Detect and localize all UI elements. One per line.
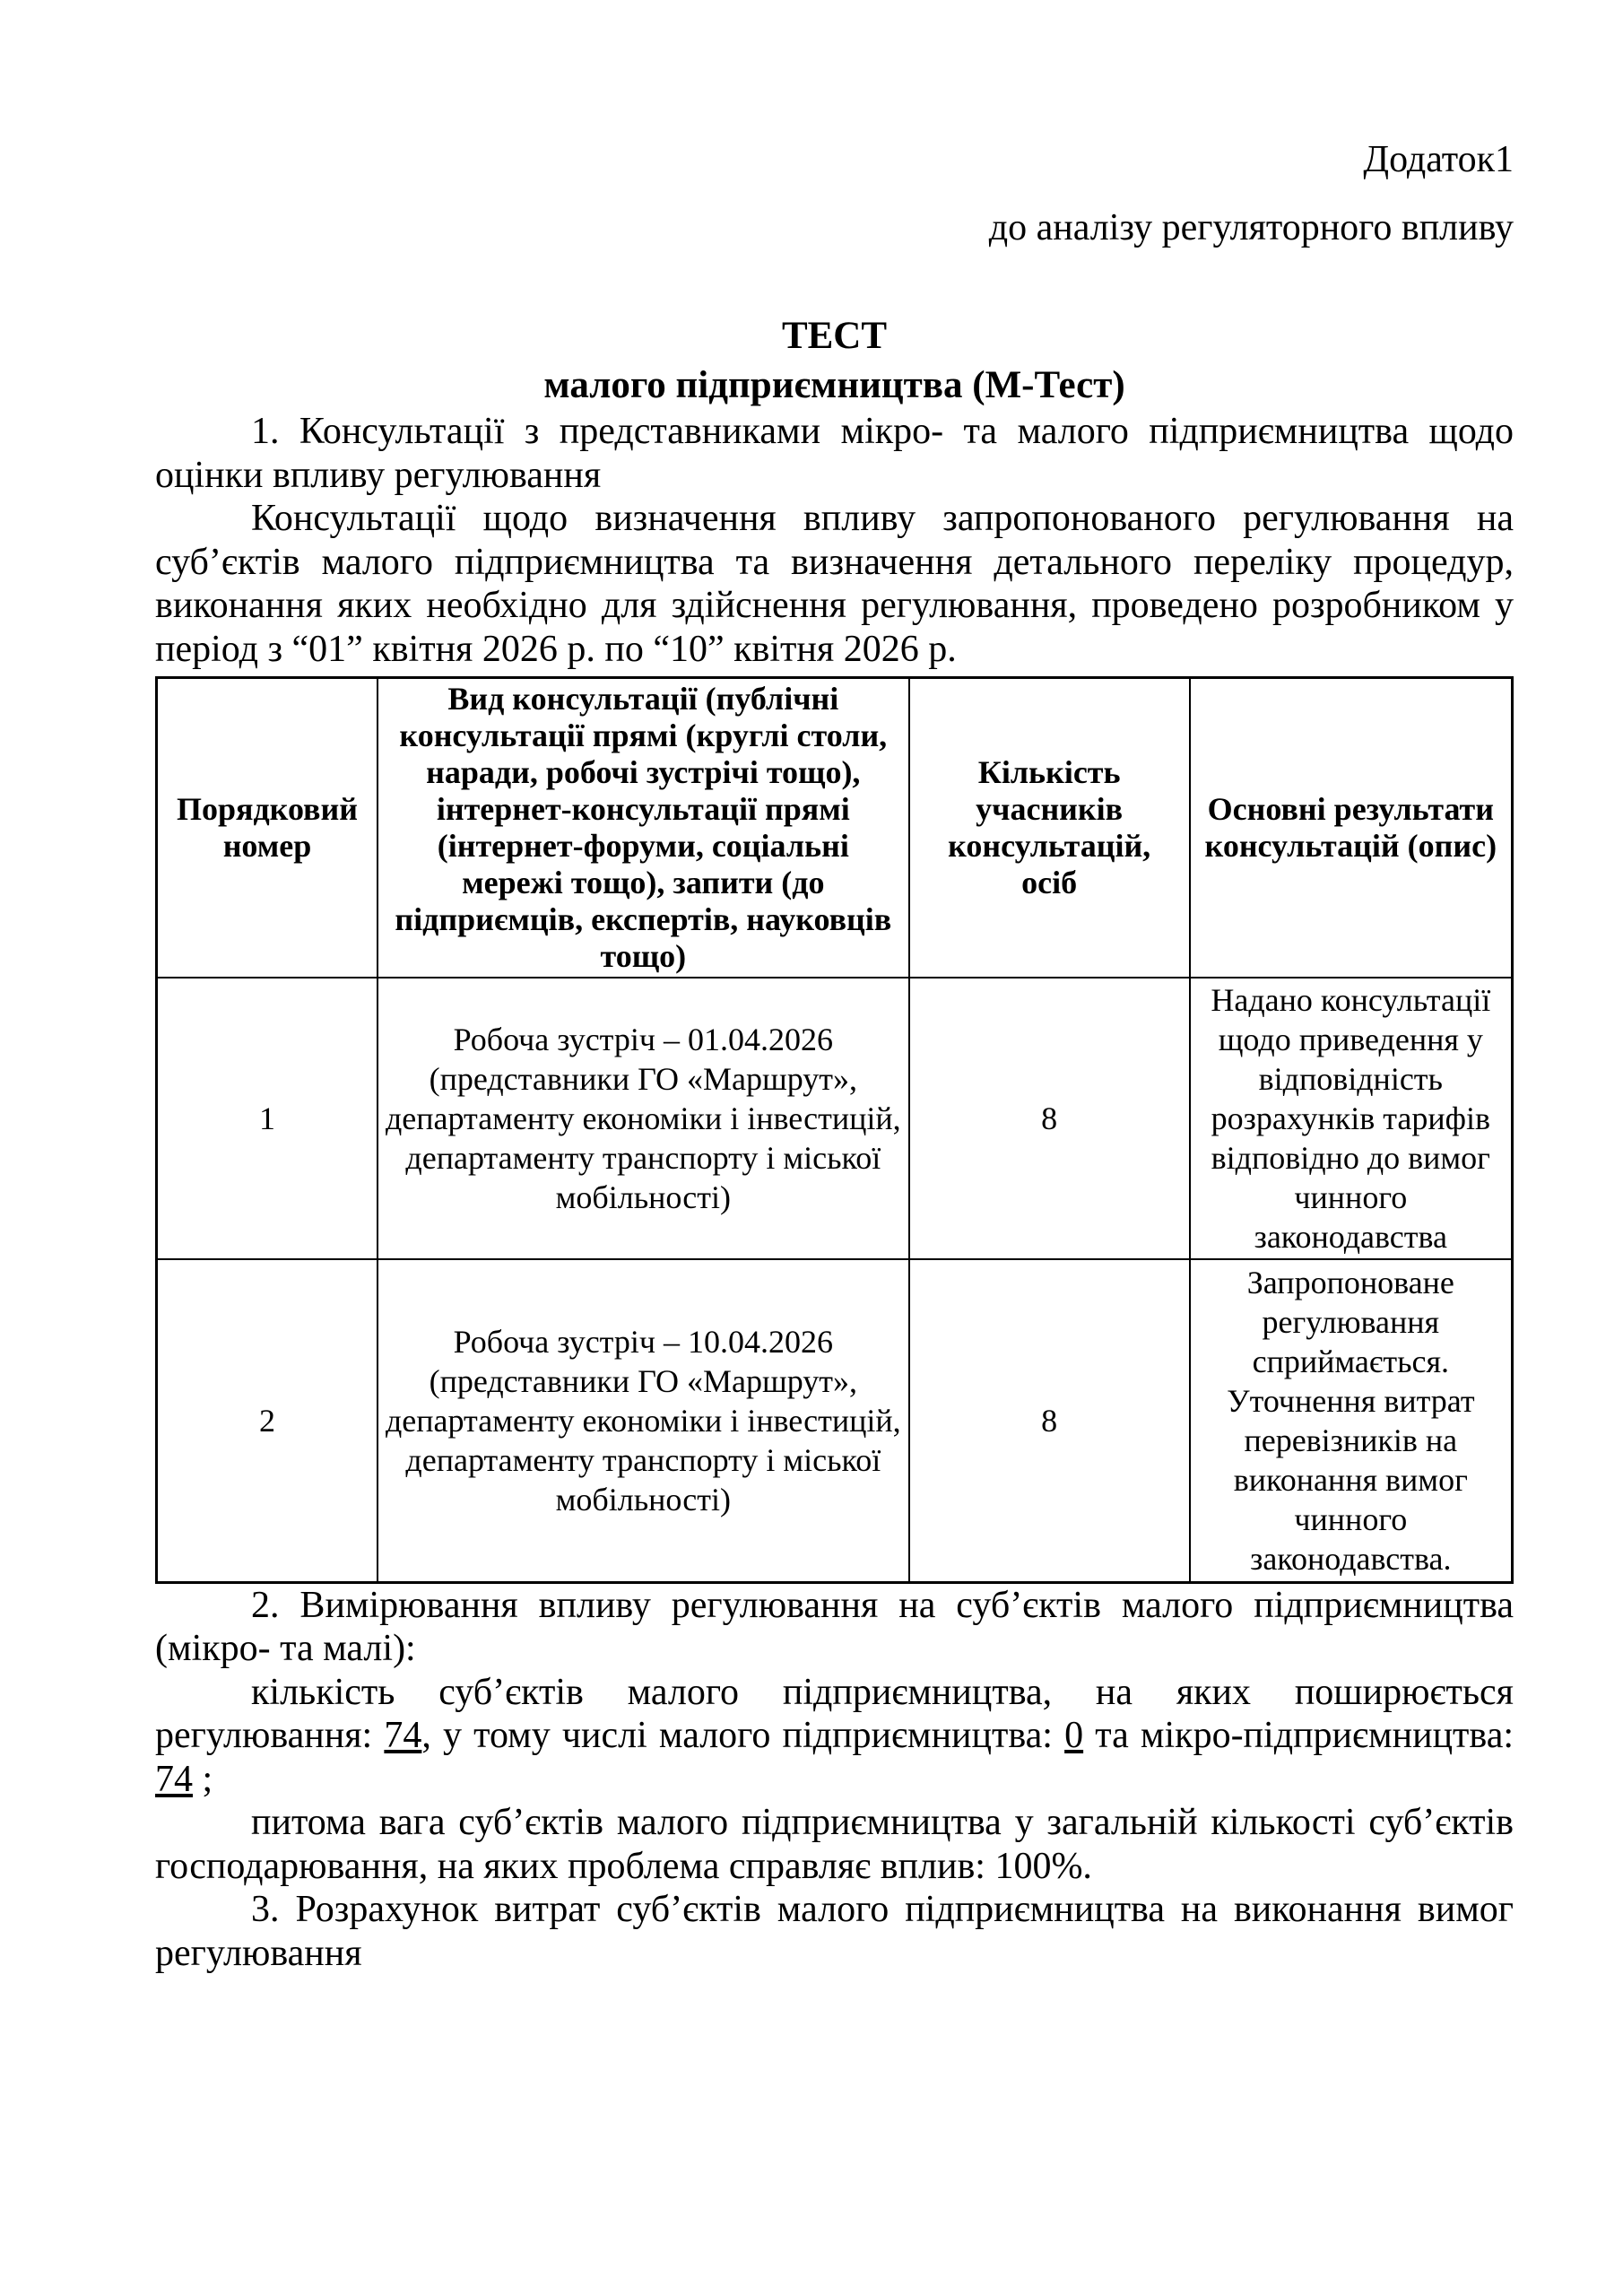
cell-row-number: 1 xyxy=(157,978,378,1259)
para-consultations-heading: 1. Консультації з представниками мікро- та малого підприємництва щодо оцінки впливу регулювання xyxy=(155,411,1514,496)
annex-line-1: Додаток1 xyxy=(1363,139,1514,180)
para-consultations-body: Консультації щодо визначення впливу запропонованого регулювання на суб’єктів малого підприємництва та визначення детального переліку процедур, виконання яких необхідно для здійснення регулювання, проведено розробником у період з “01” квітня 2026 р. по “10” квітня 2026 р. xyxy=(155,498,1514,670)
value-regulated-subjects-count: 74 xyxy=(384,1715,422,1756)
subjects-count-text-a: кількість суб’єктів малого підприємництва, на яких поширюється регулювання: xyxy=(155,1671,1514,1756)
subjects-count-text-d: ; xyxy=(193,1758,213,1800)
para-subjects-count xyxy=(155,1671,1514,1802)
cell-row-number: 2 xyxy=(157,1259,378,1582)
document-title-block xyxy=(155,311,1514,410)
consultations-table xyxy=(155,676,1514,1584)
cell-participants-count: 8 xyxy=(909,978,1190,1259)
column-header-ordinal-number: Порядковий номер xyxy=(157,678,378,978)
cell-consultation-type: Робоча зустріч – 10.04.2026 (представники ГО «Маршрут», департаменту економіки і інвестицій, департаменту транспорту і міської мобільності) xyxy=(378,1259,909,1582)
document-title: ТЕСТ xyxy=(781,315,888,357)
subjects-count-text-b: , у тому числі малого підприємництва: xyxy=(421,1715,1065,1756)
cell-consultation-results: Надано консультації щодо приведення у відповідність розрахунків тарифів відповідно до вимог чинного законодавства xyxy=(1190,978,1513,1259)
table-header-row xyxy=(157,678,1513,978)
table-row xyxy=(157,978,1513,1259)
annex-line-2: до аналізу регуляторного впливу xyxy=(988,207,1514,248)
value-small-business-count: 0 xyxy=(1064,1715,1084,1756)
para-impact-measurement-heading: 2. Вимірювання впливу регулювання на суб’єктів малого підприємництва (мікро- та малі): xyxy=(155,1584,1514,1669)
annex-block xyxy=(155,126,1514,262)
cell-participants-count: 8 xyxy=(909,1259,1190,1582)
subjects-count-text-c: та мікро-підприємництва: xyxy=(1083,1715,1514,1756)
table-row xyxy=(157,1259,1513,1582)
column-header-consultation-type: Вид консультації (публічні консультації прямі (круглі столи, наради, робочі зустрічі тощо), інтернет-консультації прямі (інтернет-форуми, соціальні мережі тощо), запити (до підприємців, експертів, науковців тощо) xyxy=(378,678,909,978)
column-header-main-results: Основні результати консультацій (опис) xyxy=(1190,678,1513,978)
cell-consultation-results: Запропоноване регулювання сприймається. Уточнення витрат перевізників на виконання вимог чинного законодавства. xyxy=(1190,1259,1513,1582)
value-micro-business-count: 74 xyxy=(155,1758,193,1800)
para-share-of-subjects: питома вага суб’єктів малого підприємництва у загальній кількості суб’єктів господарювання, на яких проблема справляє вплив: 100%. xyxy=(155,1802,1514,1887)
para-costs-calculation-heading: 3. Розрахунок витрат суб’єктів малого підприємництва на виконання вимог регулювання xyxy=(155,1889,1514,1974)
cell-consultation-type: Робоча зустріч – 01.04.2026 (представники ГО «Маршрут», департаменту економіки і інвестицій, департаменту транспорту і міської мобільності) xyxy=(378,978,909,1259)
document-subtitle: малого підприємництва (М-Тест) xyxy=(543,364,1125,406)
column-header-participants-count: Кількість учасників консультацій, осіб xyxy=(909,678,1190,978)
